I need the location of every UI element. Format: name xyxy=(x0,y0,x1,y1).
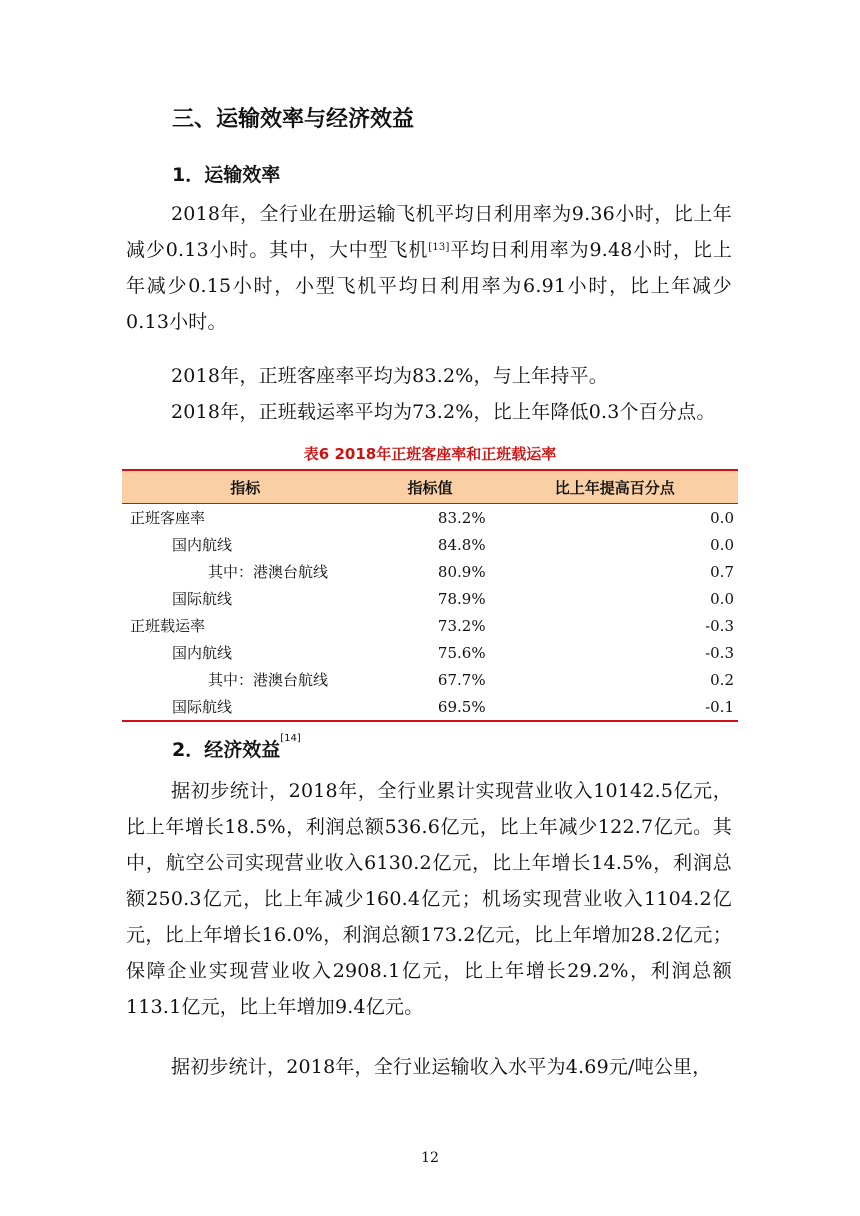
footnote-ref: [13] xyxy=(428,242,450,253)
row-change: 0.2 xyxy=(710,670,734,689)
row-change: 0.0 xyxy=(710,535,734,554)
row-change: 0.0 xyxy=(710,589,734,608)
row-value: 84.8% xyxy=(437,535,486,554)
table-row xyxy=(122,666,738,693)
row-change: -0.3 xyxy=(705,616,734,635)
row-value: 80.9% xyxy=(437,562,486,581)
row-label: 其中：港澳台航线 xyxy=(208,563,329,581)
row-change: -0.1 xyxy=(492,693,738,721)
row-label: 正班客座率 xyxy=(130,509,206,527)
load-factor-table xyxy=(122,469,738,722)
table-header: 比上年提高百分点 xyxy=(492,470,738,504)
table-header: 指标 xyxy=(122,470,368,504)
paragraph-text: 平均日利用率为9.48小时，比上年减少0.15小时，小型飞机平均日利用率为6.91小时，比上年减少0.13小时。 xyxy=(126,239,732,333)
row-label: 国际航线 xyxy=(122,693,368,721)
row-label: 国际航线 xyxy=(172,590,233,608)
table-row xyxy=(122,693,738,721)
table-caption: 表6 2018年正班客座率和正班载运率 xyxy=(303,445,557,463)
row-change: -0.3 xyxy=(705,643,734,662)
subsection-title-transport-efficiency: 1．运输效率 xyxy=(172,164,281,186)
row-change: 0.0 xyxy=(710,508,734,527)
paragraph-text: 2018年，全行业在册运输飞机平均日利用率为9.36小时，比上年减少0.13小时。其中，大中型飞机 xyxy=(126,203,732,261)
paragraph-aircraft-utilization xyxy=(126,196,732,340)
paragraph-seat-load-factor: 2018年，正班客座率平均为83.2%，与上年持平。 xyxy=(171,365,608,387)
table-header-row xyxy=(122,470,738,504)
row-change: 0.7 xyxy=(710,562,734,581)
row-label: 国内航线 xyxy=(172,644,233,662)
paragraph-revenue-level: 据初步统计，2018年，全行业运输收入水平为4.69元/吨公里， xyxy=(171,1056,712,1078)
row-value: 73.2% xyxy=(437,616,486,635)
section-title: 三、运输效率与经济效益 xyxy=(172,107,415,132)
page-number: 12 xyxy=(421,1150,439,1166)
row-value: 69.5% xyxy=(368,693,491,721)
subsection-title-text: 2．经济效益 xyxy=(172,739,281,761)
table-row xyxy=(122,504,738,532)
row-label: 其中：港澳台航线 xyxy=(208,671,329,689)
row-value: 67.7% xyxy=(437,670,486,689)
table-row xyxy=(122,639,738,666)
subsection-title-economic-benefit xyxy=(172,735,301,762)
paragraph-load-factor: 2018年，正班载运率平均为73.2%，比上年降低0.3个百分点。 xyxy=(171,401,716,423)
row-value: 83.2% xyxy=(437,508,486,527)
row-label: 正班载运率 xyxy=(130,617,206,635)
row-value: 75.6% xyxy=(437,643,486,662)
row-label: 国内航线 xyxy=(172,536,233,554)
table-row xyxy=(122,558,738,585)
table-row xyxy=(122,585,738,612)
row-value: 78.9% xyxy=(437,589,486,608)
table-row xyxy=(122,612,738,639)
table-row xyxy=(122,531,738,558)
table-header: 指标值 xyxy=(368,470,491,504)
footnote-ref: [14] xyxy=(280,733,301,744)
paragraph-revenue-profit: 据初步统计，2018年，全行业累计实现营业收入10142.5亿元，比上年增长18.5%，利润总额536.6亿元，比上年减少122.7亿元。其中，航空公司实现营业收入6130.2亿元，比上年增长14.5%，利润总额250.3亿元，比上年减少160.4亿元；机场实现营业收入1104.2亿元，比上年增长16.0%，利润总额173.2亿元，比上年增加28.2亿元；保障企业实现营业收入2908.1亿元，比上年增长29.2%，利润总额113.1亿元，比上年增加9.4亿元。 xyxy=(126,780,732,1018)
